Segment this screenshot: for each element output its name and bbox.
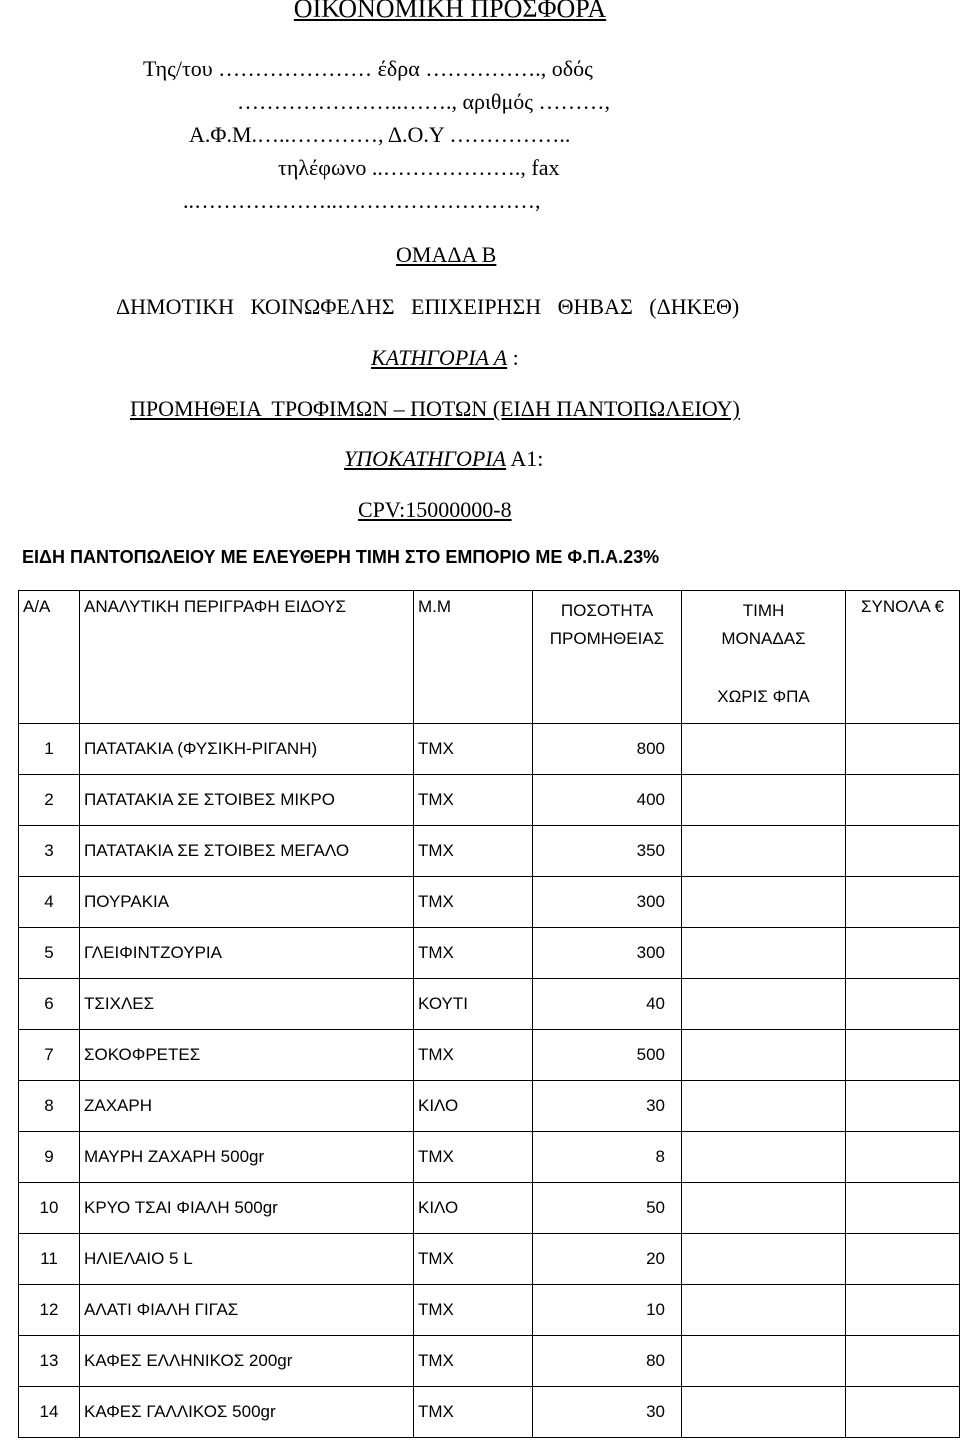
address-line-2: …………………..……., αριθμός ………, xyxy=(237,89,610,114)
row-unit-price[interactable] xyxy=(682,1234,846,1285)
row-quantity: 10 xyxy=(533,1285,682,1336)
row-description: ΓΛΕΙΦΙΝΤΖΟΥΡΙΑ xyxy=(80,928,414,979)
header-totals: ΣΥΝΟΛΑ € xyxy=(846,591,960,724)
row-quantity: 800 xyxy=(533,724,682,775)
table-row xyxy=(19,1132,960,1183)
row-total[interactable] xyxy=(846,1132,960,1183)
row-quantity: 300 xyxy=(533,928,682,979)
row-quantity: 500 xyxy=(533,1030,682,1081)
row-number: 14 xyxy=(19,1387,80,1438)
row-description: ΑΛΑΤΙ ΦΙΑΛΗ ΓΙΓΑΣ xyxy=(80,1285,414,1336)
row-unit: ΤΜΧ xyxy=(414,826,533,877)
row-unit-price[interactable] xyxy=(682,724,846,775)
table-row xyxy=(19,877,960,928)
offer-table xyxy=(18,590,960,1438)
row-number: 7 xyxy=(19,1030,80,1081)
table-row xyxy=(19,1081,960,1132)
row-unit: ΚΙΛΟ xyxy=(414,1183,533,1234)
row-total[interactable] xyxy=(846,1030,960,1081)
document-title: ΟΙΚΟΝΟΜΙΚΗ ΠΡΟΣΦΟΡΑ xyxy=(293,0,607,23)
row-total[interactable] xyxy=(846,1387,960,1438)
table-row xyxy=(19,826,960,877)
row-total[interactable] xyxy=(846,1336,960,1387)
subcategory-heading xyxy=(344,446,543,472)
row-description: ΚΑΦΕΣ ΓΑΛΛΙΚΟΣ 500gr xyxy=(80,1387,414,1438)
table-row xyxy=(19,1234,960,1285)
cpv-code: CPV:15000000-8 xyxy=(358,497,512,522)
row-unit-price[interactable] xyxy=(682,1183,846,1234)
table-row xyxy=(19,1336,960,1387)
address-line-5: ..………………..………………………, xyxy=(183,188,541,213)
header-quantity: ΠΟΣΟΤΗΤΑ ΠΡΟΜΗΘΕΙΑΣ xyxy=(533,591,682,724)
row-unit-price[interactable] xyxy=(682,877,846,928)
row-total[interactable] xyxy=(846,775,960,826)
row-quantity: 40 xyxy=(533,979,682,1030)
row-total[interactable] xyxy=(846,1183,960,1234)
row-number: 13 xyxy=(19,1336,80,1387)
row-unit: ΤΜΧ xyxy=(414,1234,533,1285)
row-unit-price[interactable] xyxy=(682,1030,846,1081)
row-number: 3 xyxy=(19,826,80,877)
organization-heading: ΔΗΜΟΤΙΚΗ ΚΟΙΝΩΦΕΛΗΣ ΕΠΙΧΕΙΡΗΣΗ ΘΗΒΑΣ (ΔΗΚΕΘ) xyxy=(116,294,740,319)
header-aa: Α/Α xyxy=(19,591,80,724)
row-number: 2 xyxy=(19,775,80,826)
row-unit-price[interactable] xyxy=(682,1336,846,1387)
row-number: 11 xyxy=(19,1234,80,1285)
row-unit-price[interactable] xyxy=(682,979,846,1030)
subcategory-suffix: Α1: xyxy=(506,446,544,471)
row-total[interactable] xyxy=(846,928,960,979)
table-row xyxy=(19,979,960,1030)
row-unit-price[interactable] xyxy=(682,826,846,877)
row-description: ΠΑΤΑΤΑΚΙΑ ΣΕ ΣΤΟΙΒΕΣ ΜΕΓΑΛΟ xyxy=(80,826,414,877)
table-row xyxy=(19,1030,960,1081)
row-total[interactable] xyxy=(846,724,960,775)
subcategory-label: ΥΠΟΚΑΤΗΓΟΡΙΑ xyxy=(344,446,507,471)
table-row xyxy=(19,1183,960,1234)
address-line-4: τηλέφωνο ..………………., fax xyxy=(278,155,560,180)
row-quantity: 80 xyxy=(533,1336,682,1387)
row-unit: ΤΜΧ xyxy=(414,1132,533,1183)
header-unit-price: ΤΙΜΗ ΜΟΝΑΔΑΣ ΧΩΡΙΣ ΦΠΑ xyxy=(682,591,846,724)
row-description: ΜΑΥΡΗ ΖΑΧΑΡΗ 500gr xyxy=(80,1132,414,1183)
row-description: ΚΑΦΕΣ ΕΛΛΗΝΙΚΟΣ 200gr xyxy=(80,1336,414,1387)
row-unit-price[interactable] xyxy=(682,1081,846,1132)
row-number: 5 xyxy=(19,928,80,979)
row-description: ΖΑΧΑΡΗ xyxy=(80,1081,414,1132)
row-number: 8 xyxy=(19,1081,80,1132)
row-number: 4 xyxy=(19,877,80,928)
row-description: ΤΣΙΧΛΕΣ xyxy=(80,979,414,1030)
row-number: 9 xyxy=(19,1132,80,1183)
row-number: 6 xyxy=(19,979,80,1030)
table-row xyxy=(19,1387,960,1438)
row-number: 12 xyxy=(19,1285,80,1336)
row-quantity: 20 xyxy=(533,1234,682,1285)
category-suffix: : xyxy=(507,345,519,370)
row-unit: ΚΟΥΤΙ xyxy=(414,979,533,1030)
group-heading: ΟΜΑΔΑ Β xyxy=(396,242,497,267)
address-line-3: Α.Φ.Μ.…..…………, Δ.Ο.Υ …………….. xyxy=(189,122,571,147)
row-number: 10 xyxy=(19,1183,80,1234)
row-unit: ΤΜΧ xyxy=(414,1387,533,1438)
row-total[interactable] xyxy=(846,1285,960,1336)
row-unit: ΤΜΧ xyxy=(414,928,533,979)
table-row xyxy=(19,775,960,826)
row-description: ΚΡΥΟ ΤΣΑΙ ΦΙΑΛΗ 500gr xyxy=(80,1183,414,1234)
row-unit-price[interactable] xyxy=(682,1285,846,1336)
table-header-row xyxy=(19,591,960,724)
category-name: ΠΡΟΜΗΘΕΙΑ ΤΡΟΦΙΜΩΝ – ΠΟΤΩΝ (ΕΙΔΗ ΠΑΝΤΟΠΩΛΕΙΟΥ) xyxy=(130,396,740,421)
row-unit: ΚΙΛΟ xyxy=(414,1081,533,1132)
row-unit-price[interactable] xyxy=(682,1132,846,1183)
row-description: ΠΑΤΑΤΑΚΙΑ ΣΕ ΣΤΟΙΒΕΣ ΜΙΚΡΟ xyxy=(80,775,414,826)
category-heading xyxy=(371,345,519,371)
row-unit: ΤΜΧ xyxy=(414,724,533,775)
row-description: ΠΑΤΑΤΑΚΙΑ (ΦΥΣΙΚΗ-ΡΙΓΑΝΗ) xyxy=(80,724,414,775)
row-quantity: 50 xyxy=(533,1183,682,1234)
row-unit-price[interactable] xyxy=(682,928,846,979)
table-row xyxy=(19,1285,960,1336)
row-description: ΣΟΚΟΦΡΕΤΕΣ xyxy=(80,1030,414,1081)
row-quantity: 8 xyxy=(533,1132,682,1183)
row-unit: ΤΜΧ xyxy=(414,1285,533,1336)
row-total[interactable] xyxy=(846,979,960,1030)
category-label: ΚΑΤΗΓΟΡΙΑ Α xyxy=(371,345,508,370)
row-total[interactable] xyxy=(846,1234,960,1285)
table-row xyxy=(19,724,960,775)
row-total[interactable] xyxy=(846,826,960,877)
row-description: ΗΛΙΕΛΑΙΟ 5 L xyxy=(80,1234,414,1285)
row-quantity: 350 xyxy=(533,826,682,877)
row-unit: ΤΜΧ xyxy=(414,877,533,928)
row-unit-price[interactable] xyxy=(682,1387,846,1438)
row-unit: ΤΜΧ xyxy=(414,1030,533,1081)
row-total[interactable] xyxy=(846,1081,960,1132)
address-line-1: Της/του ………………… έδρα ……………., οδός xyxy=(143,56,593,81)
row-quantity: 30 xyxy=(533,1081,682,1132)
row-unit-price[interactable] xyxy=(682,775,846,826)
row-total[interactable] xyxy=(846,877,960,928)
row-quantity: 400 xyxy=(533,775,682,826)
row-description: ΠΟΥΡΑΚΙΑ xyxy=(80,877,414,928)
header-description: ΑΝΑΛΥΤΙΚΗ ΠΕΡΙΓΡΑΦΗ ΕΙΔΟΥΣ xyxy=(80,591,414,724)
row-unit: ΤΜΧ xyxy=(414,1336,533,1387)
row-quantity: 300 xyxy=(533,877,682,928)
row-number: 1 xyxy=(19,724,80,775)
row-quantity: 30 xyxy=(533,1387,682,1438)
header-unit: Μ.Μ xyxy=(414,591,533,724)
row-unit: ΤΜΧ xyxy=(414,775,533,826)
items-description: ΕΙΔΗ ΠΑΝΤΟΠΩΛΕΙΟΥ ΜΕ ΕΛΕΥΘΕΡΗ ΤΙΜΗ ΣΤΟ ΕΜΠΟΡΙΟ ΜΕ Φ.Π.Α.23% xyxy=(22,547,660,567)
table-row xyxy=(19,928,960,979)
